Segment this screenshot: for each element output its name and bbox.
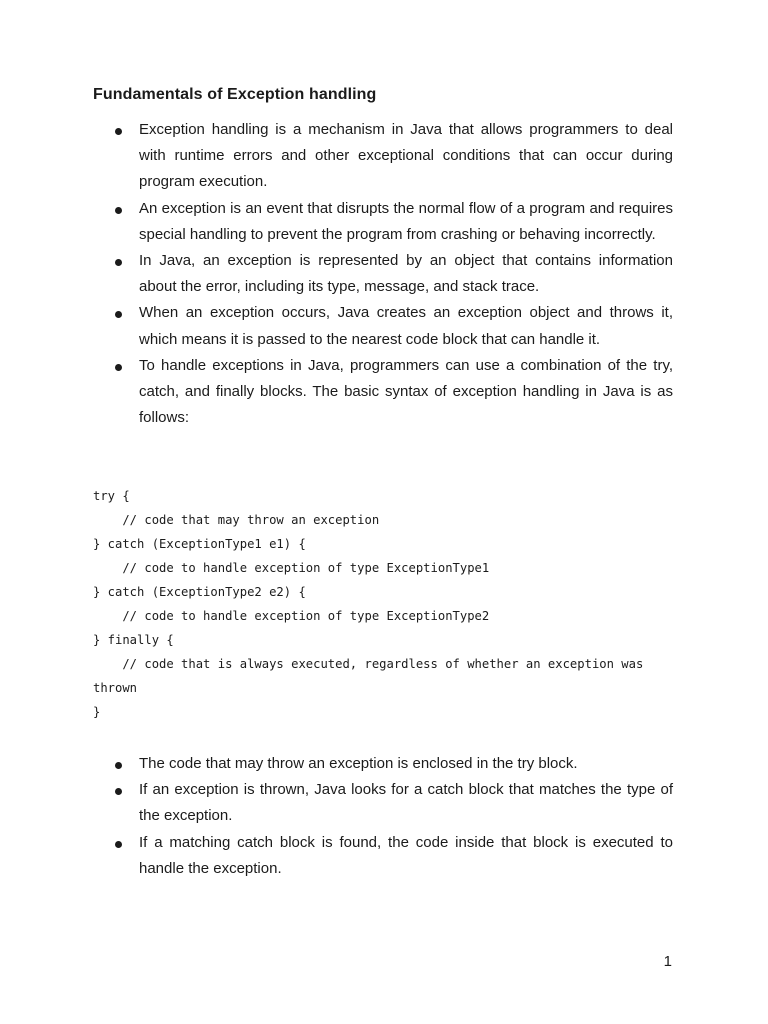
bullet-icon [115, 259, 122, 266]
code-line: // code that is always executed, regardless of whether an exception was [93, 657, 644, 671]
code-block [93, 484, 683, 724]
list-item-text: An exception is an event that disrupts the normal flow of a program and requires special handling to prevent the program from crashing or behaving incorrectly. [139, 199, 673, 243]
bullet-list-intro [93, 117, 673, 431]
list-item-text: If an exception is thrown, Java looks for a catch block that matches the type of the exception. [139, 781, 673, 825]
list-item [93, 353, 673, 432]
bullet-icon [115, 788, 122, 795]
list-item-text: To handle exceptions in Java, programmers can use a combination of the try, catch, and finally blocks. The basic syntax of exception handling in Java is as follows: [139, 356, 673, 427]
page-number: 1 [663, 953, 672, 970]
list-item [93, 196, 673, 248]
list-item-text: Exception handling is a mechanism in Java that allows programmers to deal with runtime errors and other exceptional conditions that can occur during program execution. [139, 121, 673, 191]
list-item-text: When an exception occurs, Java creates an exception object and throws it, which means it is passed to the nearest code block that can handle it. [139, 304, 673, 348]
list-item-text: If a matching catch block is found, the code inside that block is executed to handle the exception. [139, 833, 673, 877]
code-line: try { [93, 489, 130, 503]
list-item-text: In Java, an exception is represented by an object that contains information about the error, including its type, message, and stack trace. [139, 252, 673, 296]
bullet-icon [115, 364, 122, 371]
code-line: } finally { [93, 633, 174, 647]
code-line: } catch (ExceptionType2 e2) { [93, 585, 306, 599]
bullet-icon [115, 841, 122, 848]
list-item [93, 300, 673, 352]
code-line: } [93, 705, 101, 719]
list-item [93, 777, 673, 829]
bullet-icon [115, 311, 122, 318]
code-line: thrown [93, 681, 138, 695]
code-line: // code that may throw an exception [93, 513, 380, 527]
list-item-text: The code that may throw an exception is enclosed in the try block. [139, 755, 578, 772]
list-item [93, 830, 673, 882]
code-line: // code to handle exception of type ExceptionType1 [93, 561, 490, 575]
bullet-list-explanation [93, 751, 673, 882]
list-item [93, 248, 673, 300]
code-line: // code to handle exception of type ExceptionType2 [93, 609, 490, 623]
bullet-icon [115, 128, 122, 135]
bullet-icon [115, 207, 122, 214]
list-item [93, 751, 673, 777]
section-heading: Fundamentals of Exception handling [93, 86, 377, 103]
code-line: } catch (ExceptionType1 e1) { [93, 537, 306, 551]
list-item [93, 117, 673, 196]
bullet-icon [115, 762, 122, 769]
